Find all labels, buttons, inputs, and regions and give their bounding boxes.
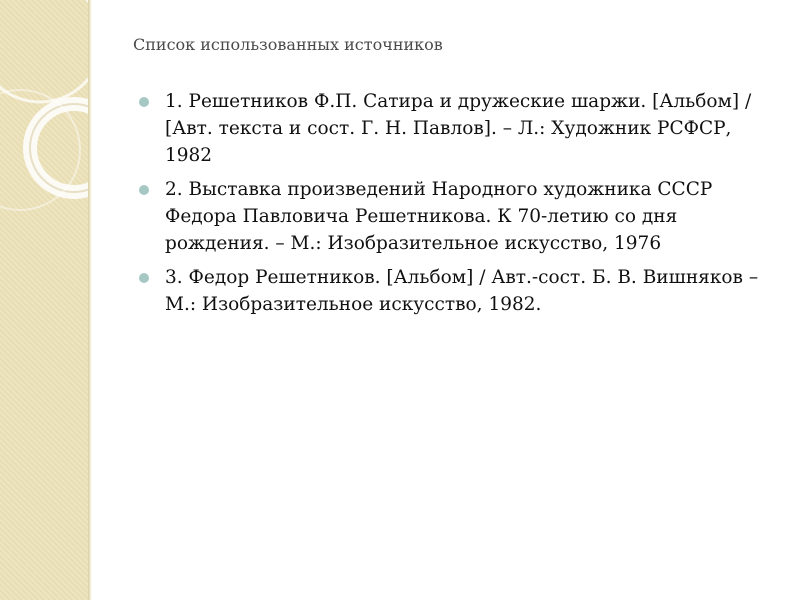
reference-text: 1. Решетников Ф.П. Сатира и дружеские шаржи. [Альбом] / [Авт. текста и сост. Г. Н. Павлов]. – Л.: Художник РСФСР, 1982 (165, 91, 752, 166)
reference-text: 3. Федор Решетников. [Альбом] / Авт.-сост. Б. В. Вишняков – М.: Изобразительное искусство, 1982. (165, 267, 759, 315)
bullet-icon (139, 273, 149, 283)
slide-title: Список использованных источников (133, 35, 443, 54)
reference-text: 2. Выставка произведений Народного художника СССР Федора Павловича Решетникова. К 70-летию со дня рождения. – М.: Изобразительное искусство, 1976 (165, 179, 713, 254)
decorative-circles (0, 0, 88, 600)
panel-edge (88, 0, 92, 600)
reference-list (133, 88, 778, 325)
list-item (133, 176, 778, 257)
bullet-icon (139, 185, 149, 195)
bullet-icon (139, 97, 149, 107)
list-item (133, 88, 778, 169)
decorative-side-panel (0, 0, 88, 600)
list-item (133, 264, 778, 318)
